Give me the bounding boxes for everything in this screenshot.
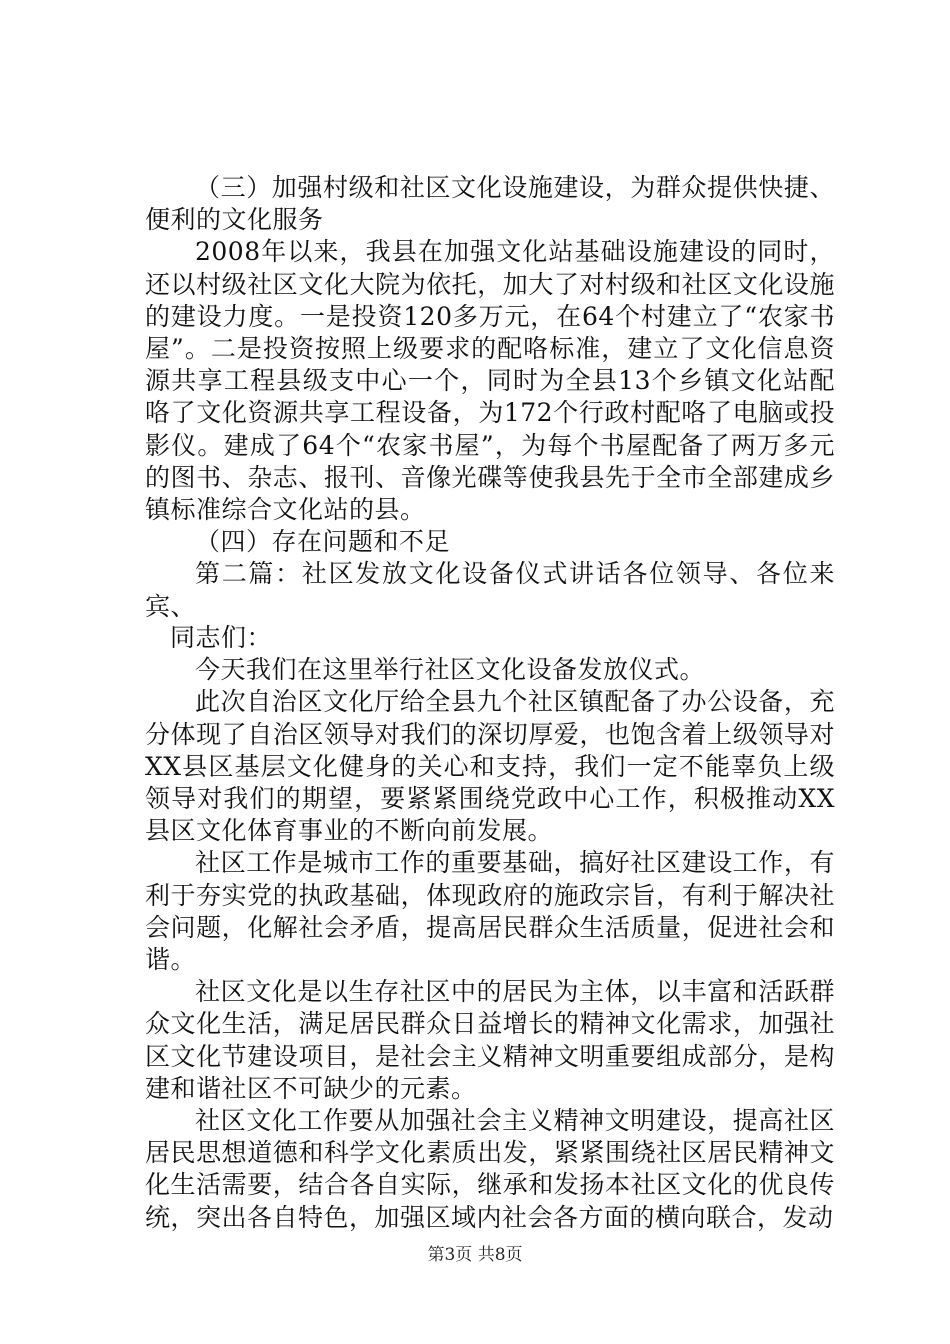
body-paragraph: 社区工作是城市工作的重要基础，搞好社区建设工作，有利于夯实党的执政基础，体现政府的施政宗旨，有利于解决社会问题，化解社会矛盾，提高居民群众生活质量，促进社会和谐。 — [145, 848, 835, 975]
salutation: 同志们： — [170, 623, 273, 652]
speech-section — [145, 622, 835, 1234]
body-paragraph: 2008年以来，我县在加强文化站基础设施建设的同时，还以村级社区文化大院为依托，加大了对村级和社区文化设施的建设力度。一是投资120多万元，在64个村建立了“农家书屋”。二是投资按照上级要求的配咯标准，建立了文化信息资源共享工程县级支中心一个，同时为全县13个乡镇文化站配咯了文化资源共享工程设备，为172个行政村配咯了电脑或投影仪。建成了64个“农家书屋”，为每个书屋配备了两万多元的图书、杂志、报刊、音像光碟等使我县先于全市全部建成乡镇标准综合文化站的县。 — [145, 237, 835, 525]
section-subheading: （四）存在问题和不足 — [195, 527, 451, 557]
body-paragraph: 今天我们在这里举行社区文化设备发放仪式。 — [195, 655, 706, 685]
body-paragraph: 社区文化是以生存社区中的居民为主体，以丰富和活跃群众文化生活，满足居民群众日益增长的精神文化需求，加强社区文化节建设项目，是社会主义精神文明重要组成部分，是构建和谐社区不可缺少的元素。 — [145, 977, 835, 1103]
section-three — [145, 172, 835, 623]
body-paragraph: 此次自治区文化厅给全县九个社区镇配备了办公设备，充分体现了自治区领导对我们的深切厚爱，也饱含着上级领导对XX县区基层文化健身的关心和支持，我们一定不能辜负上级领导对我们的期望，要紧紧围绕党政中心工作，积极推动XX县区文化体育事业的不断向前发展。 — [145, 687, 835, 846]
section-heading: （三）加强村级和社区文化设施建设，为群众提供快捷、便利的文化服务 — [145, 173, 835, 235]
body-paragraph: 社区文化工作要从加强社会主义精神文明建设，提高社区居民思想道德和科学文化素质出发，紧紧围绕社区居民精神文化生活需要，结合各自实际，继承和发扬本社区文化的优良传统，突出各自特色，加强区域内社会各方面的横向联合，发动 — [145, 1106, 835, 1232]
page-footer: 第3页 共8页 — [427, 1245, 523, 1265]
chapter-title: 第二篇：社区发放文化设备仪式讲话各位领导、各位来宾、 — [145, 559, 835, 621]
